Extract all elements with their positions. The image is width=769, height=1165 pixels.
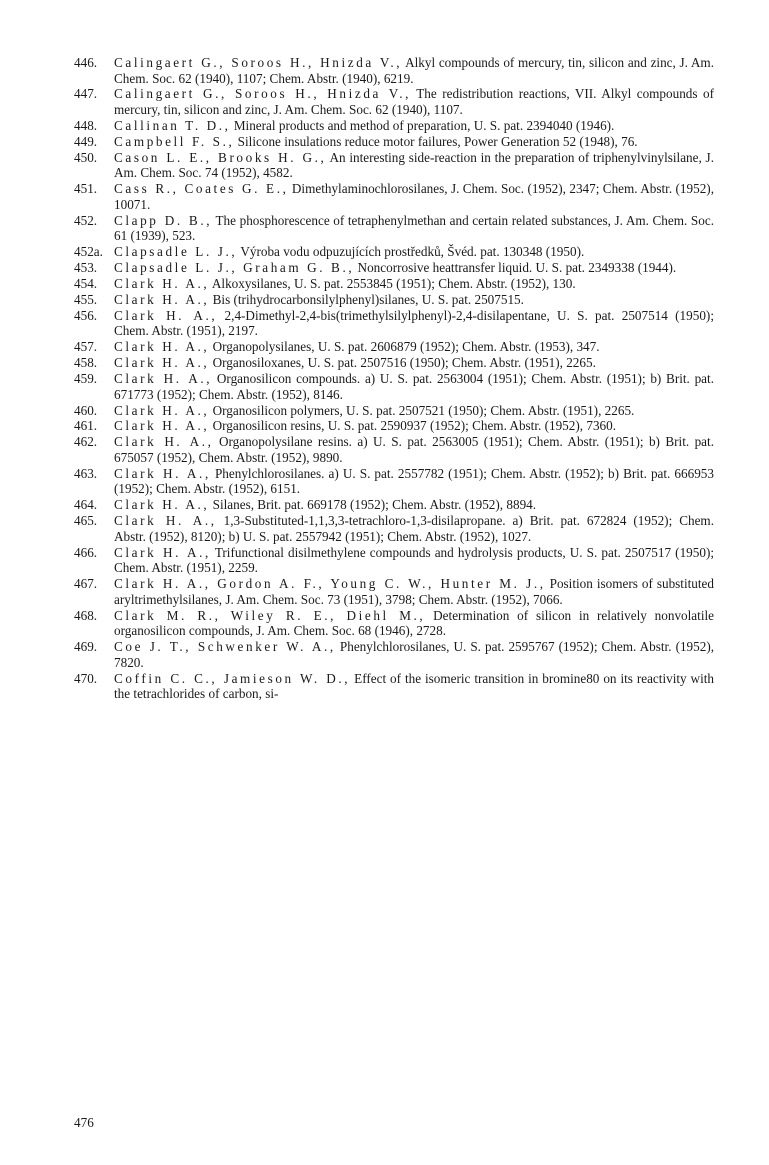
reference-text: 2,4-Dimethyl-2,4-bis(trimethylsilylphenyl)-2,4-disilapentane, U. S. pat. 2507514 (1950); Chem. Abstr. (1951), 2197. xyxy=(114,307,714,339)
reference-text: Organosilicon compounds. a) U. S. pat. 2563004 (1951); Chem. Abstr. (1951); b) Brit. pat. 671773 (1952); Chem. Abstr. (1952), 8146. xyxy=(114,371,714,402)
reference-authors: Clark H. A., xyxy=(114,275,210,291)
reference-number: 468. xyxy=(74,607,98,623)
reference-number: 470. xyxy=(74,670,98,686)
reference-number: 448. xyxy=(74,117,98,133)
reference-authors: Clark H. A., xyxy=(114,355,210,371)
reference-entry xyxy=(74,260,714,276)
reference-number: 446. xyxy=(74,55,98,70)
reference-text: Organopolysilanes, U. S. pat. 2606879 (1952); Chem. Abstr. (1953), 347. xyxy=(212,339,600,355)
reference-authors: Clark H. A., xyxy=(114,497,210,513)
reference-list xyxy=(74,55,714,702)
reference-entry xyxy=(74,276,714,292)
reference-entry xyxy=(74,671,714,702)
reference-entry xyxy=(74,213,714,244)
reference-authors: Clark H. A., xyxy=(114,291,210,307)
reference-authors: Clapsadle L. J., xyxy=(114,244,238,260)
reference-authors: Clark H. A., xyxy=(114,371,213,387)
reference-text: Organosilicon polymers, U. S. pat. 2507521 (1950); Chem. Abstr. (1951), 2265. xyxy=(212,402,635,418)
reference-text: Trifunctional disilmethylene compounds and hydrolysis products, U. S. pat. 2507517 (1950); Chem. Abstr. (1951), 2259. xyxy=(114,544,714,576)
reference-number: 457. xyxy=(74,339,98,355)
reference-authors: Cason L. E., Brooks H. G., xyxy=(114,149,327,165)
reference-authors: Clark M. R., Wiley R. E., Diehl M., xyxy=(114,607,426,623)
reference-text: Alkyl compounds of mercury, tin, silicon and zinc, J. Am. Chem. Soc. 62 (1940), 1107; Chem. Abstr. (1940), 6219. xyxy=(114,55,714,86)
reference-authors: Calingaert G., Soroos H., Hnizda V., xyxy=(114,55,403,70)
reference-entry xyxy=(74,150,714,181)
reference-text: Silanes, Brit. pat. 669178 (1952); Chem. Abstr. (1952), 8894. xyxy=(212,497,537,513)
reference-number: 465. xyxy=(74,513,98,529)
reference-entry xyxy=(74,308,714,339)
reference-authors: Clapsadle L. J., Graham G. B., xyxy=(114,260,355,276)
reference-text: Alkoxysilanes, U. S. pat. 2553845 (1951); Chem. Abstr. (1952), 130. xyxy=(211,275,576,291)
reference-text: 1,3-Substituted-1,1,3,3-tetrachloro-1,3-disilapropane. a) Brit. pat. 672824 (1952); Chem. Abstr. (1952), 8120); b) U. S. pat. 2557942 (1951); Chem. Abstr. (1952), 1027. xyxy=(114,513,714,544)
reference-authors: Campbell F. S., xyxy=(114,133,235,149)
reference-entry xyxy=(74,86,714,117)
reference-number: 466. xyxy=(74,544,98,560)
reference-entry xyxy=(74,513,714,544)
reference-number: 456. xyxy=(74,307,98,323)
reference-text: Effect of the isomeric transition in bromine80 on its reactivity with the tetrachlorides of carbon, si- xyxy=(114,670,715,702)
reference-authors: Clark H. A., xyxy=(114,339,210,355)
reference-entry xyxy=(74,497,714,513)
reference-text: Bis (trihydrocarbonsilylphenyl)silanes, U. S. pat. 2507515. xyxy=(212,291,524,307)
reference-entry xyxy=(74,466,714,497)
reference-text: The phosphorescence of tetraphenylmethan and certain related substances, J. Am. Chem. Soc. 61 (1939), 523. xyxy=(114,212,714,244)
reference-authors: Clark H. A., xyxy=(114,402,210,418)
reference-text: The redistribution reactions, VII. Alkyl compounds of mercury, tin, silicon and zinc, J. Am. Chem. Soc. 62 (1940), 1107. xyxy=(114,86,714,118)
reference-entry xyxy=(74,118,714,134)
reference-number: 462. xyxy=(74,434,98,450)
reference-text: Noncorrosive heattransfer liquid. U. S. pat. 2349338 (1944). xyxy=(357,260,677,276)
reference-number: 467. xyxy=(74,576,98,592)
reference-authors: Clark H. A., xyxy=(114,418,210,434)
reference-number: 455. xyxy=(74,291,98,307)
reference-number: 454. xyxy=(74,275,98,291)
reference-authors: Clark H. A., xyxy=(114,513,217,529)
reference-number: 452a. xyxy=(74,244,103,260)
reference-entry xyxy=(74,418,714,434)
reference-entry xyxy=(74,403,714,419)
reference-number: 451. xyxy=(74,181,98,197)
reference-entry xyxy=(74,371,714,402)
reference-text: Organosiloxanes, U. S. pat. 2507516 (1950); Chem. Abstr. (1951), 2265. xyxy=(212,355,596,371)
reference-entry xyxy=(74,545,714,576)
reference-entry xyxy=(74,355,714,371)
reference-number: 449. xyxy=(74,133,98,149)
reference-entry xyxy=(74,292,714,308)
reference-entry xyxy=(74,181,714,212)
reference-authors: Callinan T. D., xyxy=(114,117,231,133)
reference-number: 461. xyxy=(74,418,98,434)
reference-text: Determination of silicon in relatively nonvolatile organosilicon compounds, J. Am. Chem. Soc. 68 (1946), 2728. xyxy=(114,607,714,639)
reference-number: 463. xyxy=(74,465,98,481)
reference-authors: Clark H. A., xyxy=(114,434,214,450)
reference-authors: Clark H. A., Gordon A. F., Young C. W., Hunter M. J., xyxy=(114,576,546,592)
reference-text: Organopolysilane resins. a) U. S. pat. 2563005 (1951); Chem. Abstr. (1951); b) Brit. pat. 675057 (1952), Chem. Abstr. (1952), 9890. xyxy=(114,434,714,465)
reference-number: 458. xyxy=(74,355,98,371)
reference-authors: Calingaert G., Soroos H., Hnizda V., xyxy=(114,86,412,102)
reference-entry xyxy=(74,339,714,355)
reference-text: Silicone insulations reduce motor failures, Power Generation 52 (1948), 76. xyxy=(237,133,638,149)
reference-number: 460. xyxy=(74,402,98,418)
reference-entry xyxy=(74,244,714,260)
reference-number: 469. xyxy=(74,639,98,655)
reference-number: 453. xyxy=(74,260,98,276)
reference-text: Organosilicon resins, U. S. pat. 2590937 (1952); Chem. Abstr. (1952), 7360. xyxy=(212,418,617,434)
reference-text: An interesting side-reaction in the preparation of triphenylvinylsilane, J. Am. Chem. Soc. 74 (1952), 4582. xyxy=(114,149,714,181)
reference-text: Phenylchlorosilanes, U. S. pat. 2595767 (1952); Chem. Abstr. (1952), 7820. xyxy=(114,639,715,670)
reference-number: 452. xyxy=(74,212,98,228)
reference-authors: Cass R., Coates G. E., xyxy=(114,181,289,197)
reference-text: Dimethylaminochlorosilanes, J. Chem. Soc. (1952), 2347; Chem. Abstr. (1952), 10071. xyxy=(114,181,714,212)
reference-number: 447. xyxy=(74,86,98,102)
reference-entry xyxy=(74,55,714,86)
reference-authors: Clapp D. B., xyxy=(114,212,213,228)
reference-text: Phenylchlorosilanes. a) U. S. pat. 2557782 (1951); Chem. Abstr. (1952); b) Brit. pat. 666953 (1952); Chem. Abstr. (1952), 6151. xyxy=(114,465,714,497)
reference-entry xyxy=(74,608,714,639)
reference-entry xyxy=(74,639,714,670)
reference-entry xyxy=(74,134,714,150)
reference-authors: Clark H. A., xyxy=(114,544,211,560)
reference-authors: Clark H. A., xyxy=(114,465,211,481)
reference-number: 464. xyxy=(74,497,98,513)
page-number: 476 xyxy=(74,1115,94,1130)
reference-authors: Coffin C. C., Jamieson W. D., xyxy=(114,670,351,686)
reference-text: Výroba vodu odpuzujících prostředků, Švéd. pat. 130348 (1950). xyxy=(240,244,585,260)
reference-entry xyxy=(74,576,714,607)
reference-entry xyxy=(74,434,714,465)
reference-text: Mineral products and method of preparation, U. S. pat. 2394040 (1946). xyxy=(233,117,615,133)
reference-number: 450. xyxy=(74,149,98,165)
reference-authors: Clark H. A., xyxy=(114,307,218,323)
reference-text: Position isomers of substituted aryltrimethylsilanes, J. Am. Chem. Soc. 73 (1951), 3798; Chem. Abstr. (1952), 7066. xyxy=(114,576,714,607)
reference-authors: Coe J. T., Schwenker W. A., xyxy=(114,639,336,655)
reference-number: 459. xyxy=(74,371,98,387)
